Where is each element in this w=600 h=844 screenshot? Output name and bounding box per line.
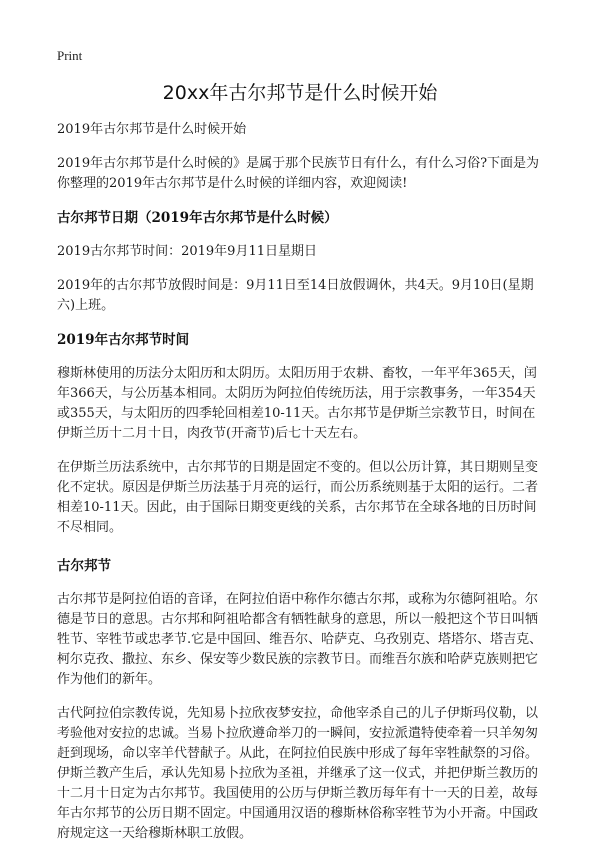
article-body: [57, 120, 548, 844]
legend-paragraph: 古代阿拉伯宗教传说，先知易卜拉欣夜梦安拉，命他宰杀自己的儿子伊斯玛仪勒，以考验他对安拉的忠诚。当易卜拉欣遵命举刀的一瞬间，安拉派遣特使牵着一只羊匆匆赶到现场，命以宰羊代替献子。从此，在阿拉伯民族中形成了每年宰牲献祭的习俗。伊斯兰教产生后，承认先知易卜拉欣为圣祖，并继承了这一仪式，并把伊斯兰教历的十二月十日定为古尔邦节。我国使用的公历与伊斯兰教历每年有十一天的日差，故每年古尔邦节的公历日期不固定。中国通用汉语的穆斯林俗称宰牲节为小开斋。中国政府规定这一天给穆斯林职工放假。: [57, 706, 539, 841]
festival-paragraph: 古尔邦节是阿拉伯语的音译，在阿拉伯语中称作尔德古尔邦，或称为尔德阿祖哈。尔德是节日的意思。古尔邦和阿祖哈都含有牺牲献身的意思，所以一般把这个节日叫牺牲节、宰牲节或忠孝节.它是中国回、维吾尔、哈萨克、乌孜别克、塔塔尔、塔吉克、柯尔克孜、撒拉、东乡、保安等少数民族的宗教节日。而维吾尔族和哈萨克族则把它作为他们的新年。: [57, 592, 543, 687]
section-heading-time: 2019年古尔邦节时间: [57, 332, 190, 348]
date-variation-paragraph: 在伊斯兰历法系统中，古尔邦节的日期是固定不变的。但以公历计算，其日期则呈变化不定状。原因是伊斯兰历法基于月亮的运行，而公历系统则基于太阳的运行。二者相差10-11天。因此，由于国际日期变更线的关系，古尔邦节在全球各地的日历时间不尽相同。: [57, 460, 539, 535]
intro-paragraph: 2019年古尔邦节是什么时候的》是属于那个民族节日有什么，有什么习俗?下面是为你整理的2019年古尔邦节是什么时候的详细内容，欢迎阅读!: [57, 156, 540, 191]
page-title: 20xx年古尔邦节是什么时候开始: [162, 82, 438, 104]
subtitle-paragraph: 2019年古尔邦节是什么时候开始: [57, 122, 247, 137]
section-heading-festival: 古尔邦节: [57, 558, 111, 574]
holiday-paragraph: 2019年的古尔邦节放假时间是：9月11日至14日放假调休，共4天。9月10日(星期六)上班。: [57, 278, 534, 313]
print-link[interactable]: Print: [57, 48, 83, 63]
date-paragraph: 2019古尔邦节时间：2019年9月11日星期日: [57, 244, 317, 259]
calendar-paragraph: 穆斯林使用的历法分太阳历和太阴历。太阳历用于农耕、畜牧，一年平年365天，闰年366天，与公历基本相同。太阴历为阿拉伯传统历法，用于宗教事务，一年354天或355天，与太阳历的四季轮回相差10-11天。古尔邦节是伊斯兰宗教节日，时间在伊斯兰历十二月十日，肉孜节(开斋节)后七十天左右。: [57, 366, 537, 441]
section-heading-date: 古尔邦节日期（2019年古尔邦节是什么时候）: [57, 210, 338, 226]
